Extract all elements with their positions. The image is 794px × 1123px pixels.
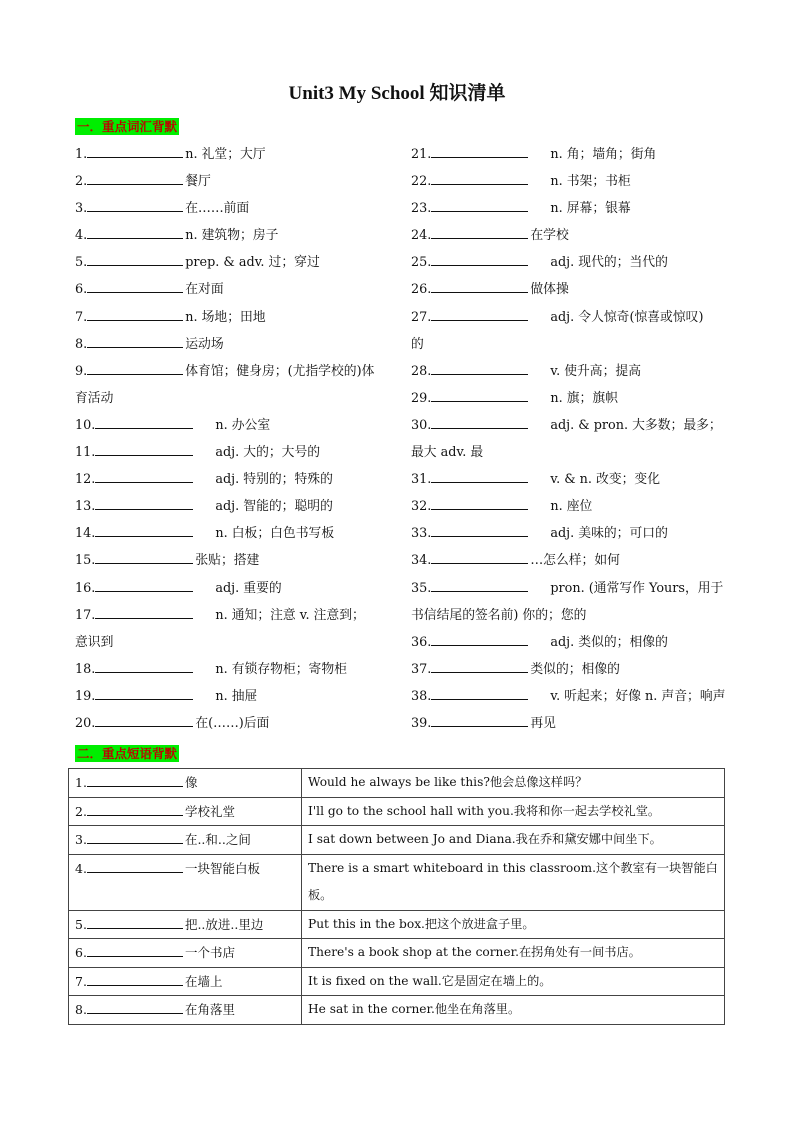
vocab-list-left <box>75 141 395 737</box>
item-number: 11. <box>75 445 96 461</box>
vocab-item-continuation: 的 <box>411 336 424 352</box>
vocab-item <box>411 547 731 574</box>
vocab-item-continuation: 意识到 <box>75 634 114 650</box>
answer-blank[interactable] <box>431 521 528 537</box>
phrase-meaning: 一块智能白板 <box>184 860 260 876</box>
answer-blank[interactable] <box>87 169 183 185</box>
vocab-list-right <box>411 141 731 737</box>
vocab-item <box>411 222 731 249</box>
item-meaning: 类似的；相像的 <box>530 661 620 677</box>
vocab-item <box>411 493 731 520</box>
item-meaning: v. 使升高；提高 <box>550 363 641 379</box>
item-number: 4. <box>75 228 88 244</box>
answer-blank[interactable] <box>87 800 183 816</box>
item-meaning: adj. 重要的 <box>215 580 282 596</box>
table-row <box>69 967 725 996</box>
example-sentence: I'll go to the school hall with you.我将和你一起去学校礼堂。 <box>302 797 725 826</box>
item-number: 4. <box>75 860 87 876</box>
answer-blank[interactable] <box>87 359 183 375</box>
item-number: 31. <box>411 472 432 488</box>
item-number: 6. <box>75 945 87 960</box>
answer-blank[interactable] <box>87 998 183 1014</box>
vocab-item <box>75 276 395 303</box>
answer-blank[interactable] <box>431 467 528 483</box>
phrase-meaning: 一个书店 <box>184 945 235 960</box>
vocab-item <box>411 710 731 737</box>
section-heading-phrases: 二．重点短语背默 <box>77 746 178 761</box>
example-sentence: There is a smart whiteboard in this classroom.这个教室有一块智能白板。 <box>302 854 725 910</box>
vocab-item <box>411 575 731 602</box>
phrase-cell <box>69 826 302 855</box>
item-meaning: n. 旗；旗帜 <box>550 390 618 406</box>
answer-blank[interactable] <box>95 657 193 673</box>
phrase-cell <box>69 996 302 1025</box>
answer-blank[interactable] <box>87 857 183 873</box>
item-meaning: n. 通知；注意 v. 注意到； <box>215 607 365 623</box>
item-meaning: n. 白板；白色书写板 <box>215 526 335 542</box>
item-meaning: v. 听起来；好像 n. 声音；响声 <box>550 688 726 704</box>
item-meaning: 体育馆；健身房；(尤指学校的)体 <box>185 363 375 379</box>
item-number: 38. <box>411 688 432 704</box>
item-meaning: adj. 大的；大号的 <box>215 445 321 461</box>
answer-blank[interactable] <box>431 657 528 673</box>
item-meaning: n. 抽屉 <box>215 688 258 704</box>
answer-blank[interactable] <box>431 494 528 510</box>
vocab-item <box>75 656 395 683</box>
item-number: 7. <box>75 309 88 325</box>
item-meaning: n. 有锁存物柜；寄物柜 <box>215 661 347 677</box>
answer-blank[interactable] <box>95 521 193 537</box>
item-number: 5. <box>75 916 87 932</box>
answer-blank[interactable] <box>87 828 183 844</box>
answer-blank[interactable] <box>431 305 528 321</box>
vocab-item <box>411 249 731 276</box>
phrase-meaning: 在墙上 <box>184 973 223 989</box>
item-number: 8. <box>75 1002 87 1017</box>
item-number: 29. <box>411 390 432 406</box>
vocab-item <box>75 141 395 168</box>
vocab-item <box>75 683 395 710</box>
answer-blank[interactable] <box>431 386 528 402</box>
answer-blank[interactable] <box>95 576 193 592</box>
item-number: 26. <box>411 282 432 298</box>
item-number: 7. <box>75 973 87 989</box>
vocab-item <box>411 656 731 683</box>
item-number: 36. <box>411 634 432 650</box>
item-number: 39. <box>411 715 432 731</box>
item-meaning: 做体操 <box>530 282 569 298</box>
answer-blank[interactable] <box>431 359 528 375</box>
phrase-cell <box>69 967 302 996</box>
item-number: 20. <box>75 715 96 731</box>
phrase-cell <box>69 797 302 826</box>
answer-blank[interactable] <box>431 169 528 185</box>
example-sentence: There's a book shop at the corner.在拐角处有一间书店。 <box>302 939 725 968</box>
vocab-item <box>411 276 731 303</box>
phrase-meaning: 把..放进..里边 <box>184 916 264 932</box>
vocab-item <box>75 168 395 195</box>
phrase-table <box>68 768 725 1025</box>
item-meaning: n. 书架；书柜 <box>550 174 631 190</box>
example-sentence: Put this in the box.把这个放进盒子里。 <box>302 910 725 939</box>
vocab-item <box>411 629 731 656</box>
item-number: 13. <box>75 499 96 515</box>
item-number: 1. <box>75 147 88 162</box>
item-number: 12. <box>75 472 96 488</box>
example-sentence: He sat in the corner.他坐在角落里。 <box>302 996 725 1025</box>
vocab-item <box>75 547 395 574</box>
item-meaning: adj. 类似的；相像的 <box>550 634 668 650</box>
answer-blank[interactable] <box>87 142 183 158</box>
item-meaning: …怎么样；如何 <box>530 553 620 569</box>
answer-blank[interactable] <box>95 684 193 700</box>
table-row <box>69 996 725 1025</box>
answer-blank[interactable] <box>87 196 183 212</box>
table-row <box>69 939 725 968</box>
vocab-item <box>411 520 731 547</box>
answer-blank[interactable] <box>431 576 528 592</box>
vocab-item <box>75 493 395 520</box>
item-number: 22. <box>411 174 432 190</box>
phrase-cell <box>69 769 302 798</box>
vocab-item <box>75 358 395 385</box>
item-number: 37. <box>411 661 432 677</box>
item-number: 18. <box>75 661 96 677</box>
item-number: 5. <box>75 255 88 271</box>
phrase-cell <box>69 939 302 968</box>
item-meaning: adj. 智能的；聪明的 <box>215 499 333 515</box>
item-meaning: 再见 <box>530 715 556 731</box>
item-number: 14. <box>75 526 96 542</box>
answer-blank[interactable] <box>431 711 528 727</box>
item-meaning: adj. 特别的；特殊的 <box>215 472 333 488</box>
vocab-item <box>75 575 395 602</box>
item-meaning: pron. (通常写作 Yours，用于 <box>550 580 724 596</box>
item-number: 2. <box>75 803 87 819</box>
answer-blank[interactable] <box>431 250 528 266</box>
item-number: 23. <box>411 201 432 217</box>
vocab-item <box>411 466 731 493</box>
item-number: 16. <box>75 580 96 596</box>
vocab-item <box>75 412 395 439</box>
vocab-item <box>75 602 395 629</box>
item-meaning: n. 场地；田地 <box>185 309 266 325</box>
answer-blank[interactable] <box>431 277 528 293</box>
item-number: 19. <box>75 688 96 704</box>
answer-blank[interactable] <box>87 913 183 929</box>
example-sentence: Would he always be like this?他会总像这样吗？ <box>302 769 725 798</box>
vocab-item-continuation: 最大 adv. 最 <box>411 445 484 461</box>
item-number: 25. <box>411 255 432 271</box>
item-number: 8. <box>75 336 88 352</box>
answer-blank[interactable] <box>87 305 183 321</box>
item-meaning: 餐厅 <box>185 174 211 190</box>
answer-blank[interactable] <box>431 548 528 564</box>
answer-blank[interactable] <box>431 413 528 429</box>
item-number: 2. <box>75 174 88 190</box>
vocab-item <box>411 195 731 222</box>
vocab-item <box>75 304 395 331</box>
item-number: 34. <box>411 553 432 569</box>
item-number: 27. <box>411 309 432 325</box>
answer-blank[interactable] <box>431 196 528 212</box>
vocab-item <box>411 358 731 385</box>
item-meaning: adj. 令人惊奇(惊喜或惊叹) <box>550 309 704 325</box>
table-row <box>69 826 725 855</box>
answer-blank[interactable] <box>95 711 193 727</box>
item-meaning: n. 礼堂；大厅 <box>185 147 266 162</box>
vocab-item <box>75 195 395 222</box>
item-meaning: n. 屏幕；银幕 <box>550 201 631 217</box>
section-heading-vocabulary: 一．重点词汇背默 <box>77 119 178 134</box>
vocab-item <box>75 249 395 276</box>
vocab-item-continuation: 书信结尾的签名前) 你的；您的 <box>411 607 587 623</box>
answer-blank[interactable] <box>87 250 183 266</box>
item-number: 10. <box>75 417 96 433</box>
answer-blank[interactable] <box>87 223 183 239</box>
vocab-item <box>411 412 731 439</box>
phrase-cell <box>69 854 302 910</box>
example-sentence: I sat down between Jo and Diana.我在乔和黛安娜中间坐下。 <box>302 826 725 855</box>
table-row <box>69 769 725 798</box>
vocab-item <box>411 168 731 195</box>
vocab-item <box>75 466 395 493</box>
vocab-item <box>411 385 731 412</box>
item-number: 24. <box>411 228 432 244</box>
vocab-item-continuation: 育活动 <box>75 390 114 406</box>
item-number: 21. <box>411 147 432 162</box>
vocab-item <box>75 331 395 358</box>
answer-blank[interactable] <box>87 941 183 957</box>
page-title: Unit3 My School 知识清单 <box>288 83 506 104</box>
item-meaning: n. 角；墙角；街角 <box>550 147 657 162</box>
phrase-meaning: 像 <box>184 775 198 790</box>
item-number: 3. <box>75 832 87 847</box>
answer-blank[interactable] <box>87 771 183 787</box>
example-sentence: It is fixed on the wall.它是固定在墙上的。 <box>302 967 725 996</box>
item-number: 35. <box>411 580 432 596</box>
item-meaning: 张贴；搭建 <box>195 553 260 569</box>
item-number: 3. <box>75 201 88 217</box>
item-number: 17. <box>75 607 96 623</box>
item-number: 33. <box>411 526 432 542</box>
answer-blank[interactable] <box>431 684 528 700</box>
item-number: 9. <box>75 363 88 379</box>
vocab-item <box>75 710 395 737</box>
item-meaning: 在对面 <box>185 282 224 298</box>
item-number: 1. <box>75 775 87 790</box>
vocab-item <box>75 520 395 547</box>
table-row <box>69 910 725 939</box>
answer-blank[interactable] <box>431 142 528 158</box>
answer-blank[interactable] <box>87 277 183 293</box>
item-meaning: adj. 美味的；可口的 <box>550 526 668 542</box>
phrase-cell <box>69 910 302 939</box>
vocab-item <box>411 304 731 331</box>
phrase-meaning: 在角落里 <box>184 1002 235 1017</box>
phrase-meaning: 学校礼堂 <box>184 803 235 819</box>
item-number: 15. <box>75 553 96 569</box>
item-meaning: 在……前面 <box>185 201 250 217</box>
item-meaning: n. 办公室 <box>215 417 271 433</box>
vocab-item <box>75 222 395 249</box>
answer-blank[interactable] <box>95 467 193 483</box>
phrase-meaning: 在..和..之间 <box>184 832 251 847</box>
vocab-item <box>411 683 731 710</box>
answer-blank[interactable] <box>87 970 183 986</box>
item-number: 28. <box>411 363 432 379</box>
vocab-item <box>75 439 395 466</box>
table-row <box>69 797 725 826</box>
vocab-item <box>411 141 731 168</box>
answer-blank[interactable] <box>431 630 528 646</box>
item-meaning: adj. 现代的；当代的 <box>550 255 668 271</box>
item-number: 6. <box>75 282 88 298</box>
answer-blank[interactable] <box>95 603 193 619</box>
item-meaning: 在(……)后面 <box>195 715 270 731</box>
answer-blank[interactable] <box>95 413 193 429</box>
item-meaning: n. 座位 <box>550 499 593 515</box>
table-row <box>69 854 725 910</box>
item-meaning: v. & n. 改变；变化 <box>550 472 661 488</box>
item-meaning: adj. & pron. 大多数；最多； <box>550 417 722 433</box>
answer-blank[interactable] <box>87 332 183 348</box>
item-number: 32. <box>411 499 432 515</box>
answer-blank[interactable] <box>95 440 193 456</box>
answer-blank[interactable] <box>431 223 528 239</box>
answer-blank[interactable] <box>95 494 193 510</box>
item-meaning: n. 建筑物；房子 <box>185 228 279 244</box>
item-meaning: 在学校 <box>530 228 569 244</box>
answer-blank[interactable] <box>95 548 193 564</box>
item-meaning: 运动场 <box>185 336 224 352</box>
item-meaning: prep. & adv. 过；穿过 <box>185 255 320 271</box>
item-number: 30. <box>411 417 432 433</box>
